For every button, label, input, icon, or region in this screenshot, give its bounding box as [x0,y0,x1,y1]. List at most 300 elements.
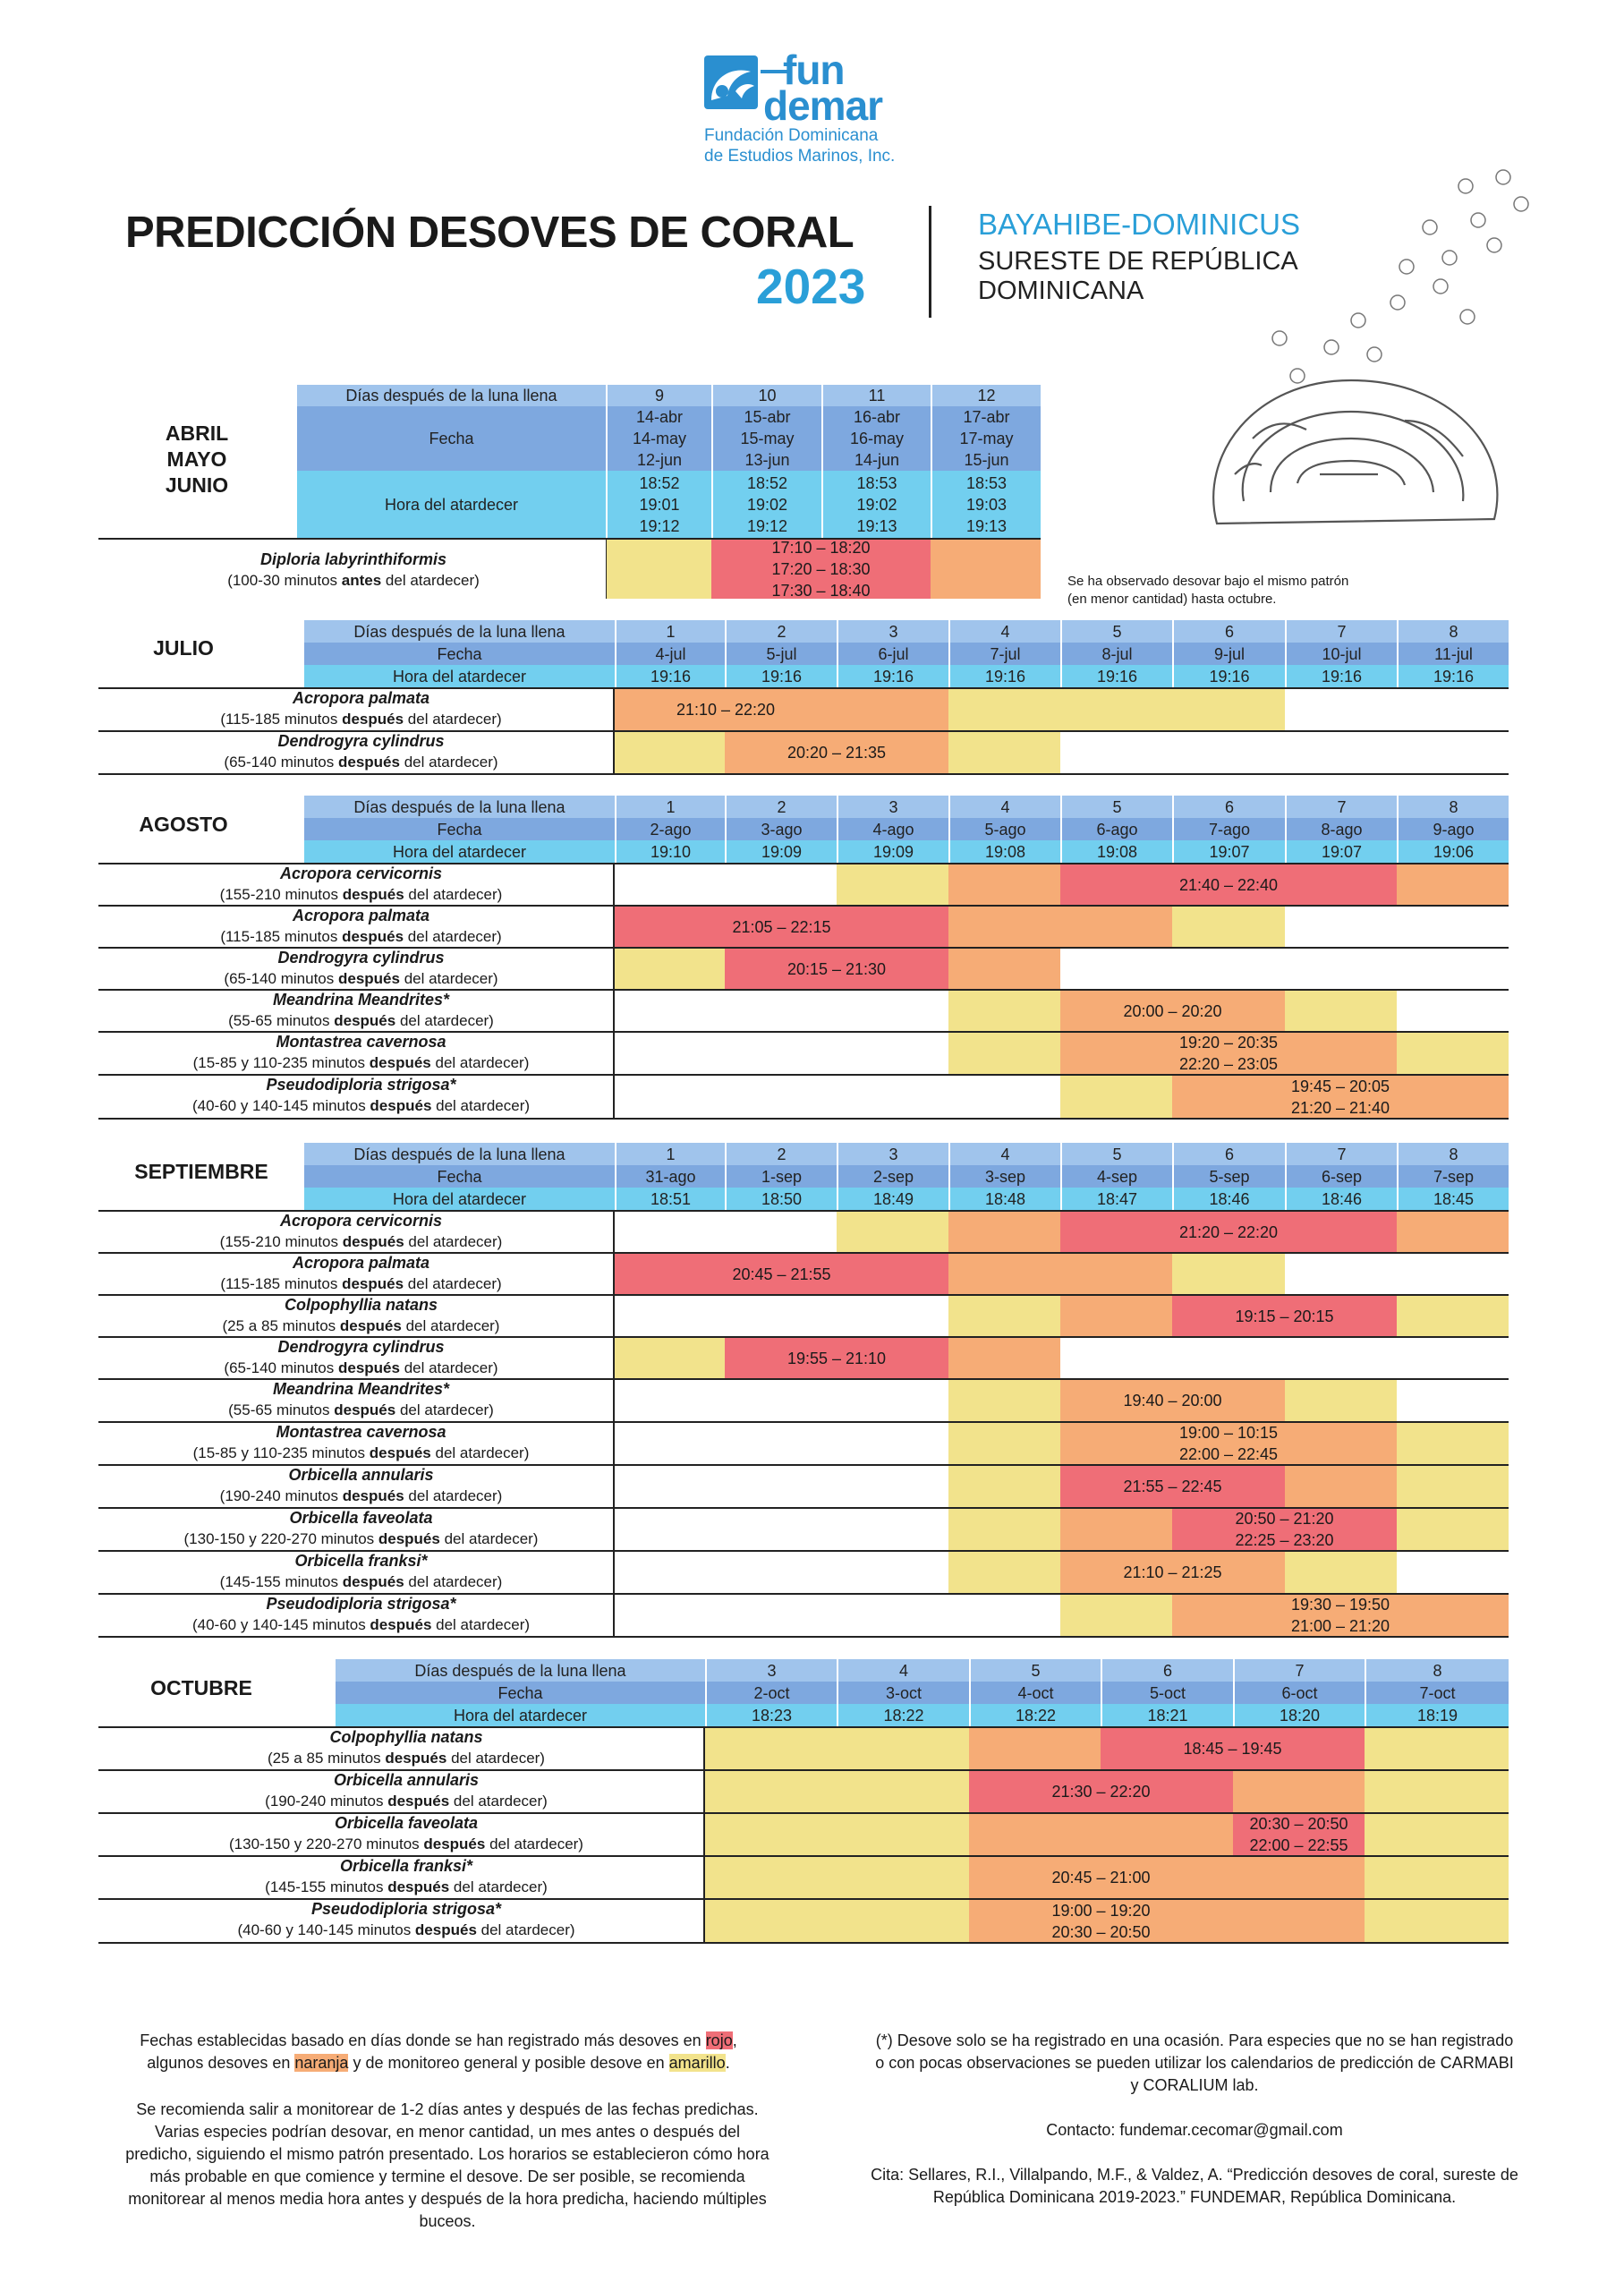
fecha-cell: 17-abr 17-may 15-jun [931,406,1041,471]
spawn-cell-amarillo [615,949,725,989]
spawn-cell-amarillo [1397,1296,1509,1336]
footer-recommendation: Se recomienda salir a monitorear de 1-2 días antes y después de las fechas predichas. Varias especies podrían desovar, en menor cantidad, un mes antes o después del predicho, siguiendo el mismo patrón presentado. Los horarios se establecieron cómo hora más probable en que comience y termine el desove. De ser posible, se recomienda monitorear al menos media hora antes y después de la hora predicha, haciendo múltiples buceos. [125,2100,769,2230]
species-name: Colpophyllia natans [284,1296,438,1314]
dias-cell: 4 [837,1659,969,1682]
dias-cell: 6 [1172,1143,1285,1165]
species-name: Acropora palmata [292,1254,430,1272]
species-label [125,687,597,730]
fecha-cell: 7-oct [1365,1682,1509,1704]
spawn-cell-naranja [948,949,1060,989]
fecha-cell: 31-ago [615,1165,725,1188]
species-note-pre: (40-60 y 140-145 minutos [191,1616,370,1633]
species-label [125,989,597,1032]
spawn-cell-amarillo [948,1552,1060,1593]
species-name: Acropora cervicornis [279,1212,443,1230]
spawn-cell-amarillo [1285,1380,1397,1421]
fecha-header: Fecha [304,643,615,665]
dias-cell: 6 [1172,796,1285,818]
spawn-time: 20:00 – 20:20 [1123,1001,1222,1020]
species-note-post: del atardecer) [404,711,502,728]
dias-header: Días después de la luna llena [304,796,615,818]
spawn-time: 21:20 – 22:20 [1178,1222,1279,1241]
fecha-header: Fecha [297,406,606,471]
hora-cell: 18:53 19:03 19:13 [931,471,1041,538]
species-note-pre: (25 a 85 minutos [268,1750,386,1767]
hora-cell: 19:08 [1060,840,1172,863]
species-note-post: del atardecer) [485,1835,583,1852]
legend-text-d: y de monitoreo general y posible desove en [348,2054,669,2072]
month-abril: ABRIL [165,422,229,445]
logo-subtitle [704,125,895,166]
species-label [161,549,546,592]
hora-cell: 18:46 [1172,1188,1285,1210]
species-note-bold: después [369,1444,431,1461]
fecha-header: Fecha [304,818,615,840]
spawn-time: 20:20 – 21:35 [786,744,887,762]
hora-cell: 18:20 [1233,1704,1365,1726]
fecha-cell: 8-ago [1285,818,1397,840]
hora-cell: 19:16 [1397,665,1509,687]
species-note-bold: después [342,1275,404,1292]
spawn-cell-amarillo [837,1857,969,1898]
table-rule [98,1118,1509,1120]
fecha-cell: 4-jul [615,643,725,665]
spawn-cell-amarillo [1397,1033,1509,1074]
table-rule [98,1636,1509,1638]
dias-cell: 7 [1285,1143,1397,1165]
dias-cell: 5 [1060,620,1172,643]
hora-cell: 18:53 19:02 19:13 [821,471,931,538]
fecha-cell: 7-jul [948,643,1060,665]
spawn-cell-amarillo [948,1466,1060,1507]
fecha-cell: 4-sep [1060,1165,1172,1188]
species-label [125,1378,597,1421]
spawn-cell-amarillo [1285,1552,1397,1593]
species-name: Colpophyllia natans [329,1728,483,1746]
month-label-julio: JULIO [153,636,214,660]
species-label [125,1031,597,1074]
legend-text-c: algunos desoves en [147,2054,295,2072]
species-note-pre: (65-140 minutos [224,1359,338,1376]
species-note-post: del atardecer) [476,1921,575,1938]
spawn-cell-amarillo [948,689,1060,730]
dias-cell: 11 [821,385,931,406]
dias-header: Días después de la luna llena [304,1143,615,1165]
spawn-cell-amarillo [1365,1728,1509,1769]
species-note-post: del atardecer) [401,1317,500,1334]
species-note-post: del atardecer) [430,1444,530,1461]
species-label [125,1210,597,1253]
species-note-c: del atardecer) [381,572,480,589]
dias-header: Días después de la luna llena [336,1659,705,1682]
dias-cell: 2 [725,1143,837,1165]
dias-cell: 9 [606,385,711,406]
species-name: Orbicella franksi* [294,1552,428,1570]
species-note-pre: (115-185 minutos [220,1275,343,1292]
hora-cell: 19:06 [1397,840,1509,863]
table-rule [98,1942,1509,1944]
spawn-cell-naranja [948,1338,1060,1378]
fecha-cell: 16-abr 16-may 14-jun [821,406,931,471]
spawn-cell-amarillo [615,1338,725,1378]
brain-coral-illustration [1199,152,1557,550]
hora-cell: 18:22 [837,1704,969,1726]
table-rule [613,687,615,773]
fecha-cell: 6-jul [837,643,948,665]
spawn-cell-amarillo [837,1771,969,1812]
side-note-line1: Se ha observado desovar bajo el mismo patrón [1067,574,1349,589]
species-note-bold: después [337,970,400,987]
logo-subtitle-line2: de Estudios Marinos, Inc. [704,147,896,166]
spawn-cell-naranja [1397,864,1509,905]
month-junio: JUNIO [165,473,229,497]
month-label-abril-mayo-junio [143,421,251,498]
species-label [125,1294,597,1337]
spawn-cell-amarillo [705,1728,837,1769]
species-note-pre: (155-210 minutos [219,886,343,903]
legend-line2 [98,2052,778,2074]
species-note-post: del atardecer) [404,886,503,903]
species-note-bold: después [337,1359,400,1376]
legend-text-e: . [725,2054,730,2072]
dias-cell: 5 [1060,796,1172,818]
spawn-cell-naranja [1060,1254,1172,1294]
spawn-cell-amarillo [1365,1771,1509,1812]
spawn-cell-amarillo [948,1033,1060,1074]
dias-cell: 1 [615,796,725,818]
footer-contact: Contacto: fundemar.cecomar@gmail.com [1046,2121,1343,2139]
species-note-post: del atardecer) [399,1359,498,1376]
hora-cell: 18:23 [705,1704,837,1726]
species-name: Acropora palmata [292,907,430,924]
species-note-bold: después [387,1878,450,1895]
spawn-cell-naranja [1233,1771,1365,1812]
spawn-time: 21:10 – 22:20 [676,701,776,719]
page-year: 2023 [756,259,866,314]
hora-header: Hora del atardecer [304,1188,615,1210]
species-name: Pseudodiploria strigosa* [266,1595,456,1613]
hora-cell: 19:10 [615,840,725,863]
species-note-bold: después [342,928,404,945]
side-note-line2: (en menor cantidad) hasta octubre. [1067,592,1277,607]
species-note-post: del atardecer) [395,1012,494,1029]
species-label [125,1074,597,1117]
spawn-time: 21:10 – 21:25 [1123,1563,1222,1581]
spawn-cell-amarillo [1172,1254,1285,1294]
spawn-time: 18:45 – 19:45 [1183,1740,1282,1758]
species-label [125,1252,597,1295]
species-note-bold: después [369,1054,431,1071]
fecha-cell: 3-oct [837,1682,969,1704]
dias-cell: 7 [1285,796,1397,818]
hora-cell: 19:16 [1060,665,1172,687]
species-note-bold: después [370,1097,432,1114]
species-label [125,1507,597,1550]
spawn-cell-naranja [948,1254,1060,1294]
fecha-cell: 3-sep [948,1165,1060,1188]
species-note-post: del atardecer) [404,1487,503,1504]
dias-cell: 6 [1172,620,1285,643]
hora-cell: 18:47 [1060,1188,1172,1210]
species-note-bold: después [342,886,404,903]
species-label [125,1769,687,1812]
species-label [125,1726,687,1769]
species-note-post: del atardecer) [449,1878,548,1895]
species-note-pre: (55-65 minutos [228,1401,335,1418]
footer-legend [98,2030,778,2074]
species-note-pre: (15-85 y 110-235 minutos [192,1444,370,1461]
species-name: Acropora palmata [292,689,430,707]
spawn-time: 17:10 – 18:20 17:20 – 18:30 17:30 – 18:40 [771,539,871,600]
species-label [125,1812,687,1855]
spawn-cell-naranja [837,689,948,730]
species-name: Montastrea cavernosa [276,1033,446,1051]
fecha-header: Fecha [304,1165,615,1188]
table-rule [613,1210,615,1636]
spawn-cell-amarillo [615,732,725,773]
hora-cell: 18:48 [948,1188,1060,1210]
species-note-pre: (155-210 minutos [219,1233,343,1250]
species-note-pre: (40-60 y 140-145 minutos [191,1097,370,1114]
hora-cell: 18:52 19:01 19:12 [606,471,711,538]
species-note-bold: después [342,1573,404,1590]
spawn-cell-amarillo [1397,1509,1509,1550]
fecha-cell: 5-sep [1172,1165,1285,1188]
species-note-bold: después [370,1616,432,1633]
species-name: Pseudodiploria strigosa* [266,1076,456,1094]
species-note-pre: (130-150 y 220-270 minutos [183,1530,378,1547]
fecha-cell: 7-sep [1397,1165,1509,1188]
hora-cell: 19:16 [725,665,837,687]
dias-cell: 3 [837,796,948,818]
spawn-time: 21:40 – 22:40 [1178,875,1279,894]
species-name: Orbicella annularis [333,1771,480,1789]
species-name: Dendrogyra cylindrus [277,1338,445,1356]
species-note-pre: (40-60 y 140-145 minutos [237,1921,415,1938]
spawn-cell-amarillo [1060,1595,1172,1636]
species-name: Meandrina Meandrites* [272,991,450,1009]
fecha-cell: 11-jul [1397,643,1509,665]
species-note-bold: después [337,754,400,771]
spawn-cell-naranja [931,540,1041,599]
species-note-pre: (15-85 y 110-235 minutos [192,1054,370,1071]
species-label [125,905,597,948]
hora-cell: 18:46 [1285,1188,1397,1210]
spawn-time: 21:05 – 22:15 [732,917,831,936]
spawn-cell-naranja [948,1212,1060,1252]
dias-cell: 8 [1397,796,1509,818]
spawn-time: 21:30 – 22:20 [1051,1783,1151,1801]
species-note-post: del atardecer) [446,1750,545,1767]
species-note-bold: después [342,1487,404,1504]
month-label-septiembre: SEPTIEMBRE [134,1160,268,1183]
spawn-cell-amarillo [1365,1814,1509,1855]
species-note-post: del atardecer) [430,1054,530,1071]
table-rule [98,773,1509,775]
dias-cell: 2 [725,796,837,818]
species-name: Orbicella faveolata [334,1814,479,1832]
species-name: Acropora cervicornis [279,864,443,882]
spawn-cell-naranja [1233,1857,1365,1898]
spawn-cell-amarillo [1172,689,1285,730]
fecha-cell: 5-ago [948,818,1060,840]
species-note-pre: (115-185 minutos [220,711,343,728]
fecha-cell: 2-ago [615,818,725,840]
dias-cell: 7 [1233,1659,1365,1682]
species-name: Montastrea cavernosa [276,1423,446,1441]
species-note-post: del atardecer) [404,928,502,945]
spawn-cell-amarillo [1365,1900,1509,1942]
dias-cell: 8 [1365,1659,1509,1682]
spawn-cell-naranja [948,907,1060,947]
species-label [125,730,597,773]
fecha-cell: 6-ago [1060,818,1172,840]
legend-line1 [98,2030,778,2052]
dias-cell: 7 [1285,620,1397,643]
spawn-cell-amarillo [948,1296,1060,1336]
species-note-bold: después [339,1317,402,1334]
fecha-cell: 2-sep [837,1165,948,1188]
dias-cell: 12 [931,385,1041,406]
species-note-bold: después [387,1793,450,1810]
header-divider [929,206,931,318]
species-label [125,1898,687,1941]
species-note-pre: (130-150 y 220-270 minutos [229,1835,424,1852]
table-rule [613,863,615,1118]
species-name: Orbicella faveolata [289,1509,433,1527]
spawn-time: 19:00 – 19:20 20:30 – 20:50 [1051,1901,1151,1941]
spawn-cell-amarillo [948,1509,1060,1550]
hora-header: Hora del atardecer [304,840,615,863]
legend-rojo: rojo [705,2031,733,2049]
species-name: Orbicella annularis [288,1466,434,1484]
spawn-cell-naranja [1060,907,1172,947]
species-name: Diploria labyrinthiformis [259,550,447,568]
spawn-cell-naranja [969,1728,1101,1769]
spawn-cell-amarillo [1060,689,1172,730]
location-title: BAYAHIBE-DOMINICUS [978,208,1300,241]
hora-cell: 19:09 [725,840,837,863]
species-label [125,1464,597,1507]
location-subtitle-line2: DOMINICANA [978,277,1144,305]
spawn-cell-naranja [1101,1814,1233,1855]
species-note-bold: después [334,1012,396,1029]
spawn-time: 19:30 – 19:50 21:00 – 21:20 [1290,1596,1390,1635]
dias-cell: 8 [1397,620,1509,643]
spawn-cell-amarillo [705,1857,837,1898]
month-label-octubre: OCTUBRE [150,1676,252,1699]
species-note-pre: (55-65 minutos [228,1012,335,1029]
legend-text-a: Fechas establecidas basado en días donde se han registrado más desoves en [140,2031,706,2049]
legend-text-b: , [732,2031,737,2049]
dias-cell: 5 [969,1659,1101,1682]
spawn-cell-amarillo [1397,1423,1509,1464]
species-label [125,1855,687,1898]
fecha-cell: 10-jul [1285,643,1397,665]
species-note-pre: (190-240 minutos [219,1487,343,1504]
dias-cell: 4 [948,620,1060,643]
species-label [125,1336,597,1379]
spawn-cell-naranja [1060,1296,1172,1336]
species-label [125,1550,597,1593]
hora-cell: 19:08 [948,840,1060,863]
spawn-cell-naranja [1060,1509,1172,1550]
fecha-cell: 3-ago [725,818,837,840]
spawn-time: 19:55 – 21:10 [786,1349,887,1367]
spawn-time: 19:20 – 20:35 22:20 – 23:05 [1178,1034,1279,1073]
logo-icon [704,55,758,109]
species-note-pre: (65-140 minutos [224,970,338,987]
fecha-cell: 4-ago [837,818,948,840]
hora-cell: 18:19 [1365,1704,1509,1726]
dias-cell: 6 [1101,1659,1233,1682]
species-note-bold: después [385,1750,447,1767]
species-note-pre: (145-155 minutos [219,1573,343,1590]
location-subtitle-line1: SURESTE DE REPÚBLICA [978,247,1298,276]
fecha-header: Fecha [336,1682,705,1704]
species-note-post: del atardecer) [395,1401,494,1418]
fecha-cell: 2-oct [705,1682,837,1704]
fecha-cell: 6-oct [1233,1682,1365,1704]
spawn-cell-naranja [948,864,1060,905]
species-note-post: del atardecer) [399,754,498,771]
species-note-pre: (25 a 85 minutos [222,1317,340,1334]
footer-asterisk-note: (*) Desove solo se ha registrado en una ocasión. Para especies que no se han registrado o con pocas observaciones se pueden utilizar los calendarios de predicción de CARMABI y CORALIUM lab. [875,2031,1514,2094]
spawn-cell-amarillo [948,732,1060,773]
species-note-a: (100-30 minutos [227,572,342,589]
legend-amarillo: amarillo [668,2054,726,2072]
species-note-pre: (65-140 minutos [224,754,338,771]
dias-header: Días después de la luna llena [297,385,606,406]
hora-cell: 19:16 [948,665,1060,687]
spawn-cell-amarillo [837,1212,948,1252]
species-note-post: del atardecer) [404,1275,502,1292]
spawn-cell-amarillo [705,1771,837,1812]
dias-cell: 3 [837,620,948,643]
species-note-bold: después [423,1835,486,1852]
spawn-cell-amarillo [1172,907,1285,947]
species-name: Pseudodiploria strigosa* [310,1900,502,1918]
fecha-cell: 1-sep [725,1165,837,1188]
dias-cell: 3 [837,1143,948,1165]
species-note-post: del atardecer) [399,970,498,987]
hora-cell: 18:49 [837,1188,948,1210]
species-note-post: del atardecer) [449,1793,548,1810]
hora-cell: 19:09 [837,840,948,863]
species-note-post: del atardecer) [431,1616,531,1633]
spawn-cell-amarillo [948,991,1060,1031]
spawn-time: 21:55 – 22:45 [1123,1478,1222,1495]
hora-cell: 19:16 [837,665,948,687]
hora-cell: 19:16 [1285,665,1397,687]
spawn-cell-amarillo [607,540,711,599]
species-note-pre: (190-240 minutos [265,1793,388,1810]
fecha-cell: 5-oct [1101,1682,1233,1704]
spawn-time: 20:45 – 21:00 [1051,1869,1151,1886]
species-name: Dendrogyra cylindrus [277,949,445,967]
hora-cell: 18:50 [725,1188,837,1210]
species-label [125,1421,597,1464]
spawn-cell-amarillo [837,864,948,905]
dias-cell: 2 [725,620,837,643]
hora-cell: 18:51 [615,1188,725,1210]
species-note-post: del atardecer) [404,1573,503,1590]
spawn-cell-amarillo [837,1900,969,1942]
fecha-cell: 8-jul [1060,643,1172,665]
spawn-cell-amarillo [948,1423,1060,1464]
species-note-bold: después [334,1401,396,1418]
spawn-time: 19:40 – 20:00 [1123,1392,1222,1410]
